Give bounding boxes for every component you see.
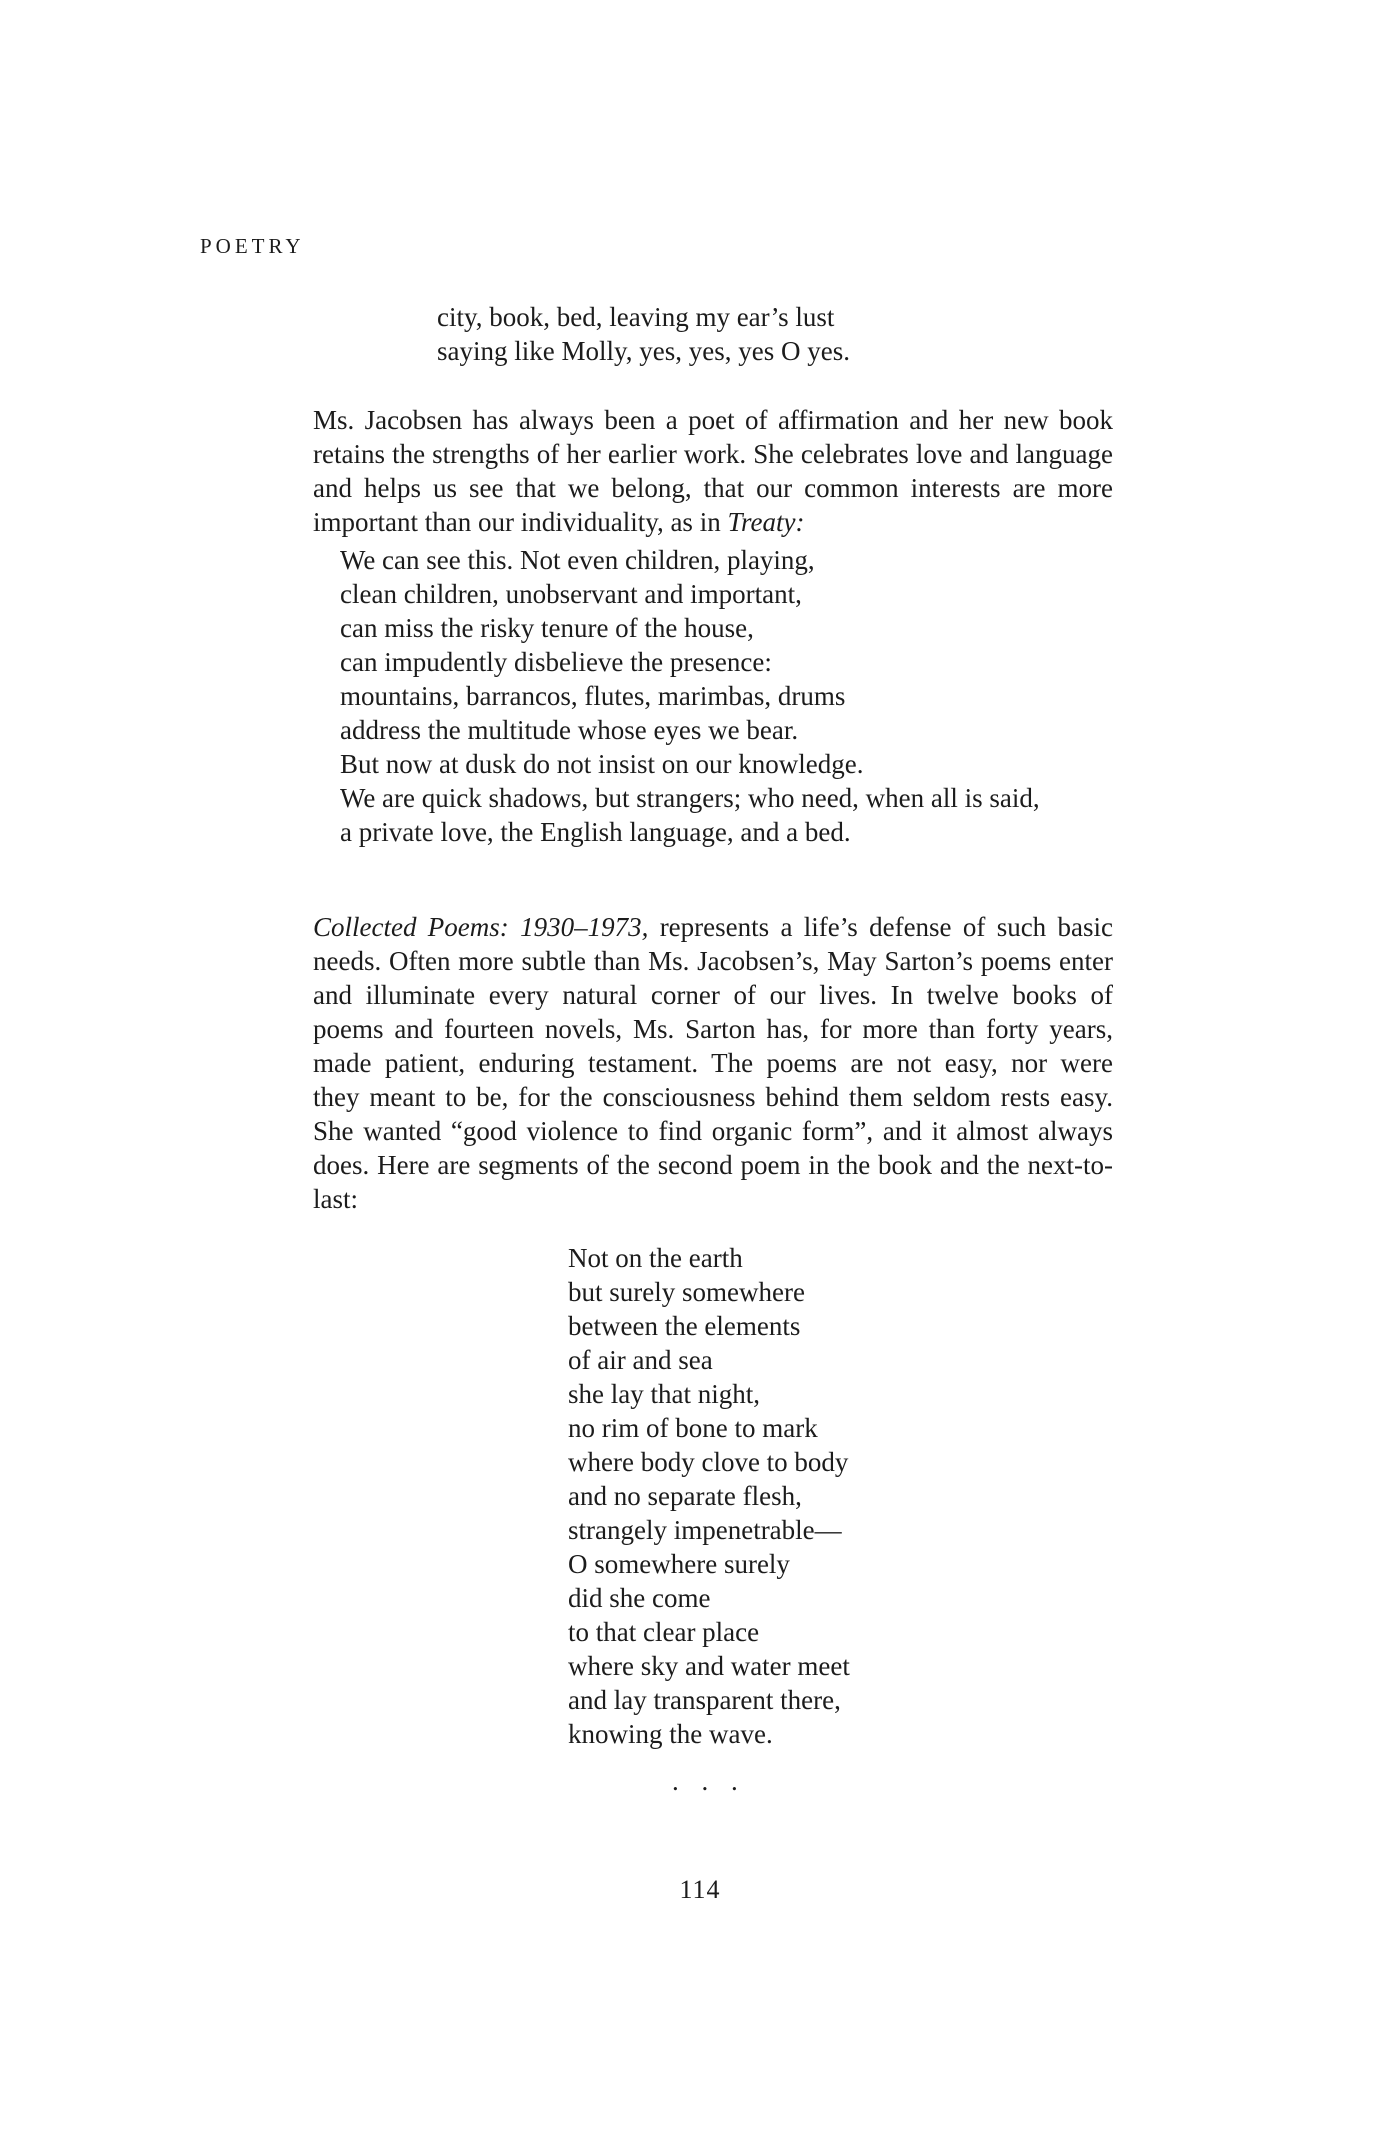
paragraph-line: needs. Often more subtle than Ms. Jacobsen’s, May Sarton’s poems enter [313, 946, 1113, 976]
paragraph-sarton [313, 910, 1113, 1216]
poem-line: can miss the risky tenure of the house, [340, 613, 754, 643]
poem-line: can impudently disbelieve the presence: [340, 647, 772, 677]
quote-top [437, 300, 850, 368]
book-title-collected-poems: Collected Poems: 1930–1973, [313, 912, 649, 942]
quote-line: city, book, bed, leaving my ear’s lust [437, 302, 835, 332]
poem-treaty [340, 543, 1040, 849]
poem-line: O somewhere surely [568, 1549, 790, 1579]
paragraph-line: and helps us see that we belong, that our common interests are more [313, 473, 1113, 503]
quote-line: saying like Molly, yes, yes, yes O yes. [437, 336, 850, 366]
poem-line: strangely impenetrable— [568, 1515, 842, 1545]
poem-line: But now at dusk do not insist on our knowledge. [340, 749, 864, 779]
running-head: POETRY [200, 234, 305, 258]
poem-line: did she come [568, 1583, 711, 1613]
poem-line: and lay transparent there, [568, 1685, 841, 1715]
paragraph-text: represents a life’s defense of such basic [648, 912, 1113, 942]
paragraph-line: poems and fourteen novels, Ms. Sarton has, for more than forty years, [313, 1014, 1113, 1044]
paragraph-line: Ms. Jacobsen has always been a poet of affirmation and her new book [313, 405, 1113, 435]
poem-line: she lay that night, [568, 1379, 760, 1409]
paragraph-line [313, 505, 1113, 539]
paragraph-line: last: [313, 1184, 358, 1214]
paragraph-line: retains the strengths of her earlier work. She celebrates love and language [313, 439, 1113, 469]
paragraph-jacobsen [313, 403, 1113, 539]
poem-line: and no separate flesh, [568, 1481, 802, 1511]
paragraph-line [313, 910, 1113, 944]
poem-title-treaty: Treaty: [727, 507, 805, 537]
page-number: 114 [679, 1875, 721, 1904]
poem-line: no rim of bone to mark [568, 1413, 818, 1443]
poem-line: clean children, unobservant and important, [340, 579, 802, 609]
paragraph-line: does. Here are segments of the second poem in the book and the next-to- [313, 1150, 1113, 1180]
poem-line: mountains, barrancos, flutes, marimbas, drums [340, 681, 846, 711]
paragraph-line: She wanted “good violence to find organic form”, and it almost always [313, 1116, 1113, 1146]
poem-line: address the multitude whose eyes we bear. [340, 715, 799, 745]
poem-line: where body clove to body [568, 1447, 849, 1477]
poem-sarton [568, 1241, 850, 1751]
poem-line: a private love, the English language, and a bed. [340, 817, 851, 847]
poem-line: of air and sea [568, 1345, 713, 1375]
poem-line: but surely somewhere [568, 1277, 805, 1307]
paragraph-line: and illuminate every natural corner of our lives. In twelve books of [313, 980, 1113, 1010]
paragraph-line: they meant to be, for the consciousness behind them seldom rests easy. [313, 1082, 1113, 1112]
poem-line: between the elements [568, 1311, 801, 1341]
poem-line: We can see this. Not even children, playing, [340, 545, 815, 575]
poem-line: knowing the wave. [568, 1719, 773, 1749]
paragraph-text: important than our individuality, as in [313, 507, 721, 537]
poem-line: We are quick shadows, but strangers; who need, when all is said, [340, 783, 1040, 813]
poem-line: where sky and water meet [568, 1651, 850, 1681]
section-ellipsis: . . . [672, 1766, 746, 1796]
poem-line: Not on the earth [568, 1243, 743, 1273]
poem-line: to that clear place [568, 1617, 760, 1647]
paragraph-line: made patient, enduring testament. The poems are not easy, nor were [313, 1048, 1113, 1078]
